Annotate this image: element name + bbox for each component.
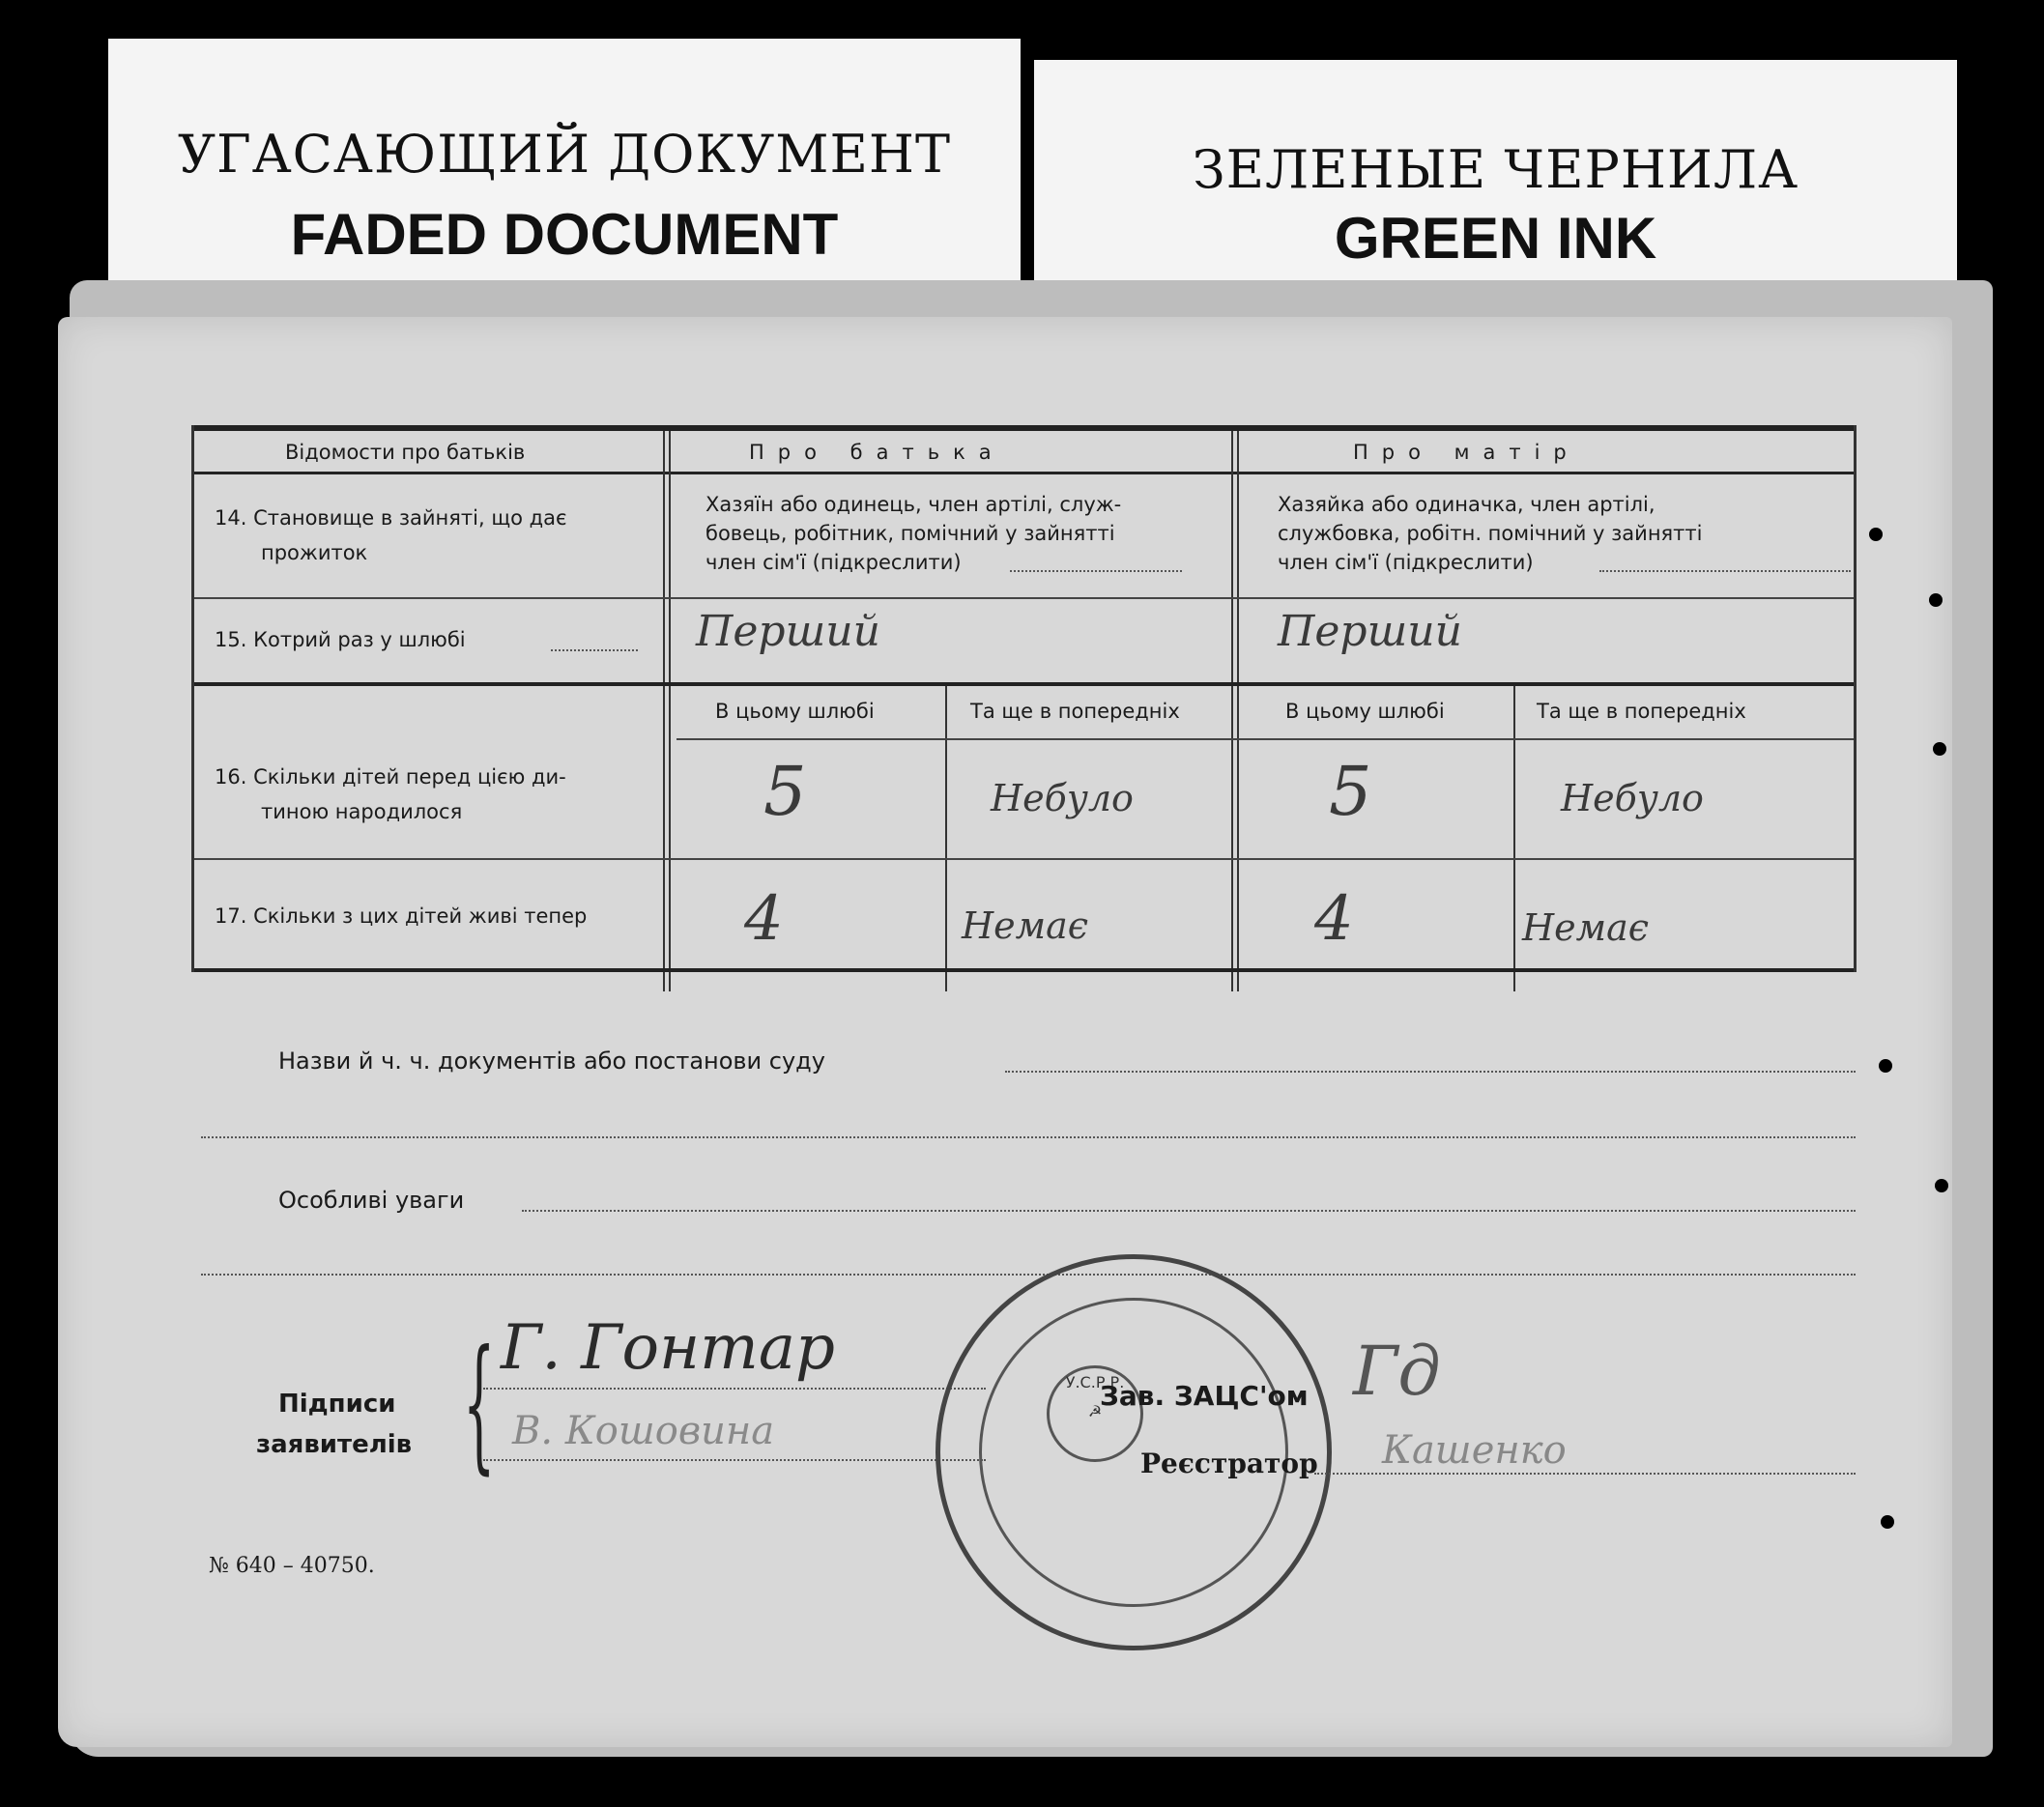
row14-mother-dots [1599, 570, 1851, 572]
row16-father-this: 5 [763, 752, 807, 831]
header-father: Про батька [749, 441, 1005, 464]
col-divider [669, 431, 671, 991]
row16-label-line2: тиною народилося [261, 800, 463, 823]
row17-father-prev: Немає [962, 904, 1089, 947]
form-number: № 640 – 40750. [209, 1554, 375, 1578]
green-ink-label [1034, 60, 1957, 304]
row14-bottom-rule [191, 597, 1857, 599]
form-page [58, 317, 1952, 1747]
row17-mother-this: 4 [1314, 883, 1354, 955]
faded-document-label [108, 39, 1021, 304]
binding-hole [1933, 742, 1946, 756]
row17-father-this: 4 [744, 883, 784, 955]
col-divider [1237, 431, 1239, 991]
row15-mother-handwriting: Перший [1278, 607, 1462, 656]
row15-bottom-rule [191, 682, 1857, 686]
registrar-label: Реєстратор [1140, 1448, 1318, 1479]
stamp-emblem: У.С.Р.Р. ☭ [1047, 1365, 1143, 1462]
sub-mother-this-marriage: В цьому шлюбі [1285, 700, 1445, 723]
row16-mother-prev: Небуло [1561, 777, 1704, 819]
subcol-divider [945, 686, 947, 991]
notes-label: Особливі уваги [278, 1187, 465, 1214]
row14-father-line2: бовець, робітник, помічний у зайнятті [705, 522, 1115, 545]
row14-label-line2: прожиток [261, 541, 368, 564]
signature-line-2[interactable] [483, 1459, 986, 1461]
signatures-label-line1: Підписи [278, 1390, 396, 1419]
notes-line-2[interactable] [201, 1274, 1856, 1276]
notes-line[interactable] [522, 1210, 1856, 1212]
sub-father-previous: Та ще в попередніх [970, 700, 1180, 723]
subheader-rule [677, 738, 1857, 740]
row17-label: 17. Скільки з цих дітей живі тепер [215, 904, 588, 928]
row15-father-handwriting: Перший [696, 607, 880, 656]
header-bottom-rule [191, 472, 1857, 474]
row17-mother-prev: Немає [1522, 906, 1650, 949]
header-mother: Про матір [1353, 441, 1580, 464]
stamp-center-text: У.С.Р.Р. [1065, 1373, 1125, 1391]
row14-father-line3: член сім'ї (підкреслити) [705, 551, 962, 574]
binding-hole [1869, 528, 1883, 541]
registrar-line[interactable] [1314, 1473, 1856, 1475]
row15-label-dots [551, 649, 638, 651]
row16-father-prev: Небуло [991, 777, 1134, 819]
signature-brace: { [463, 1320, 496, 1488]
sub-father-this-marriage: В цьому шлюбі [715, 700, 875, 723]
row14-mother-line1: Хазяйка або одиначка, член артілі, [1278, 493, 1655, 516]
row14-mother-line3: член сім'ї (підкреслити) [1278, 551, 1534, 574]
sub-mother-previous: Та ще в попередніх [1537, 700, 1746, 723]
label-en-text: FADED DOCUMENT [290, 202, 839, 267]
header-parents-info: Відомости про батьків [285, 441, 526, 464]
applicant-signature-2: В. Кошовина [512, 1409, 775, 1453]
binding-hole [1881, 1515, 1894, 1529]
head-zags-label: Зав. ЗАЦС'ом [1100, 1380, 1309, 1412]
table-bottom-rule [191, 968, 1857, 972]
binding-hole [1935, 1179, 1948, 1192]
registrar-signature: Кашенко [1382, 1428, 1567, 1473]
row14-father-dots [1010, 570, 1182, 572]
documents-label: Назви й ч. ч. документів або постанови суду [278, 1047, 825, 1075]
binding-hole [1879, 1059, 1892, 1073]
row14-father-line1: Хазяїн або одинець, член артілі, служ- [705, 493, 1122, 516]
subcol-divider [1513, 686, 1515, 991]
head-signature: Гд [1353, 1332, 1441, 1411]
documents-line-2[interactable] [201, 1136, 1856, 1138]
table-left-border [191, 425, 194, 972]
col-divider [663, 431, 665, 991]
col-divider [1231, 431, 1233, 991]
table-right-border [1854, 425, 1857, 972]
table-top-rule [191, 425, 1857, 431]
row14-label-line1: 14. Становище в зайняті, що дає [215, 506, 567, 530]
signatures-label-line2: заявителів [256, 1430, 413, 1459]
applicant-signature-1: Г. Гонтар [501, 1312, 835, 1384]
label-en-text: GREEN INK [1334, 206, 1657, 271]
row16-bottom-rule [191, 858, 1857, 860]
label-ru-text: ЗЕЛЕНЫЕ ЧЕРНИЛА [1193, 139, 1799, 200]
row15-label: 15. Котрий раз у шлюбі [215, 628, 466, 651]
binding-hole [1929, 593, 1943, 607]
signature-line-1[interactable] [483, 1388, 986, 1390]
row16-label-line1: 16. Скільки дітей перед цією ди- [215, 765, 566, 789]
label-ru-text: УГАСАЮЩИЙ ДОКУМЕНТ [177, 124, 952, 185]
row16-mother-this: 5 [1329, 752, 1372, 831]
row14-mother-line2: службовка, робітн. помічний у зайнятті [1278, 522, 1703, 545]
documents-line[interactable] [1005, 1071, 1856, 1073]
